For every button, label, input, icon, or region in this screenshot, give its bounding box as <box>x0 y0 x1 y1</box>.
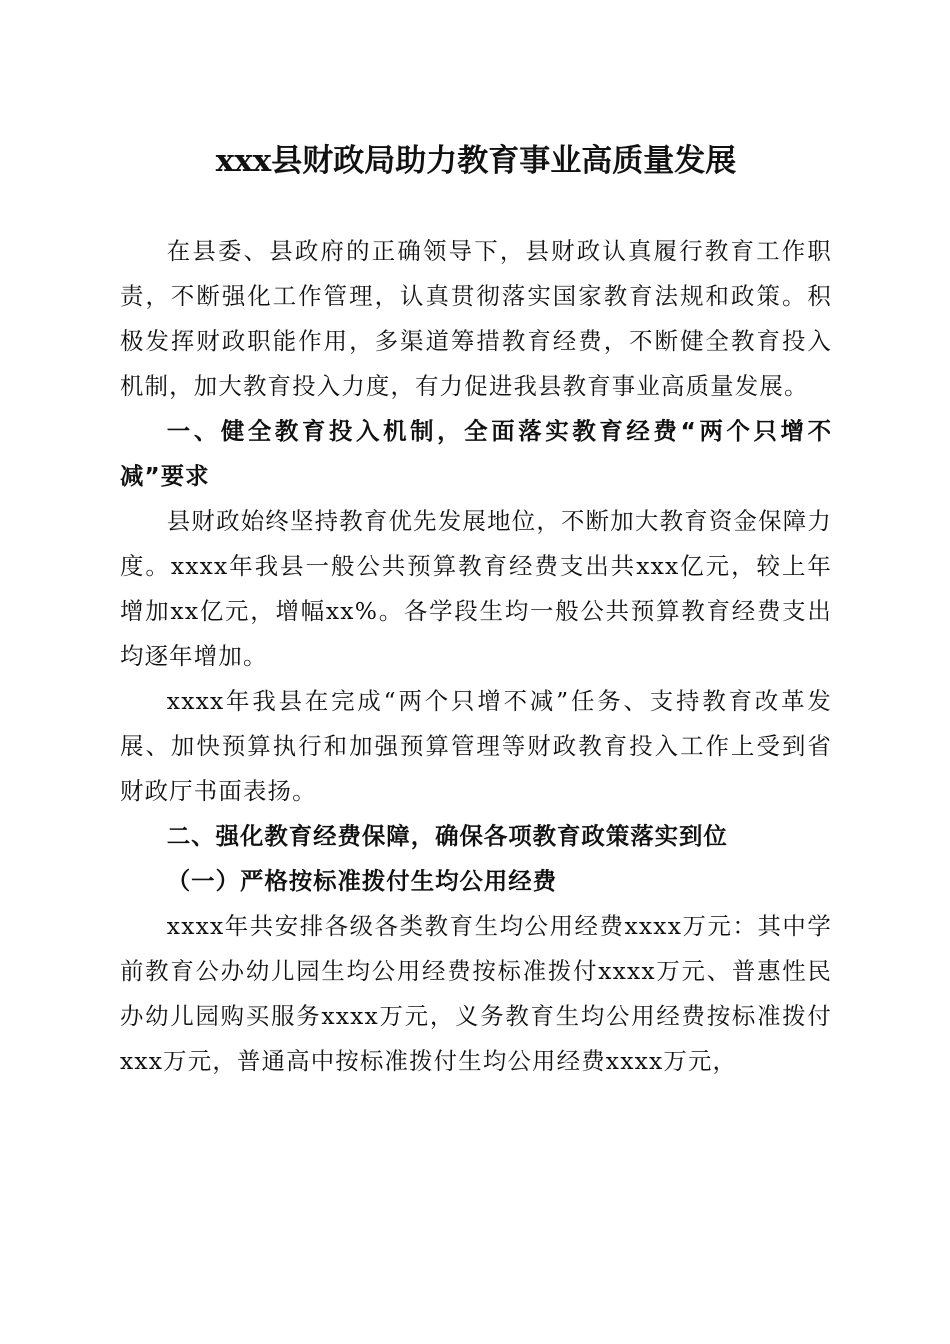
subsection-2-1-heading: （一）严格按标准拨付生均公用经费 <box>166 867 558 895</box>
section-1-paragraph-2: xxxx年我县在完成“两个只增不减”任务、支持教育改革发展、加快预算执行和加强预算管理等财政教育投入工作上受到省财政厅书面表扬。 <box>120 687 832 805</box>
intro-paragraph: 在县委、县政府的正确领导下，县财政认真履行教育工作职责，不断强化工作管理，认真贯彻落实国家教育法规和政策。积极发挥财政职能作用，多渠道筹措教育经费，不断健全教育投入机制，加大教育投入力度，有力促进我县教育事业高质量发展。 <box>120 237 832 400</box>
document-title: xxx县财政局助力教育事业高质量发展 <box>215 143 737 179</box>
document-body <box>120 138 832 1084</box>
subsection-2-1-paragraph: xxxx年共安排各级各类教育生均公用经费xxxx万元：其中学前教育公办幼儿园生均公用经费按标准拨付xxxx万元、普惠性民办幼儿园购买服务xxxx万元，义务教育生均公用经费按标准拨付xxx万元，普通高中按标准拨付生均公用经费xxxx万元， <box>120 912 832 1075</box>
section-1-paragraph-1: 县财政始终坚持教育优先发展地位，不断加大教育资金保障力度。xxxx年我县一般公共预算教育经费支出共xxx亿元，较上年增加xx亿元，增幅xx%。各学段生均一般公共预算教育经费支出均逐年增加。 <box>120 507 832 670</box>
section-1-heading: 一、健全教育投入机制，全面落实教育经费“两个只增不减”要求 <box>120 417 832 490</box>
section-2-heading: 二、强化教育经费保障，确保各项教育政策落实到位 <box>166 822 728 850</box>
